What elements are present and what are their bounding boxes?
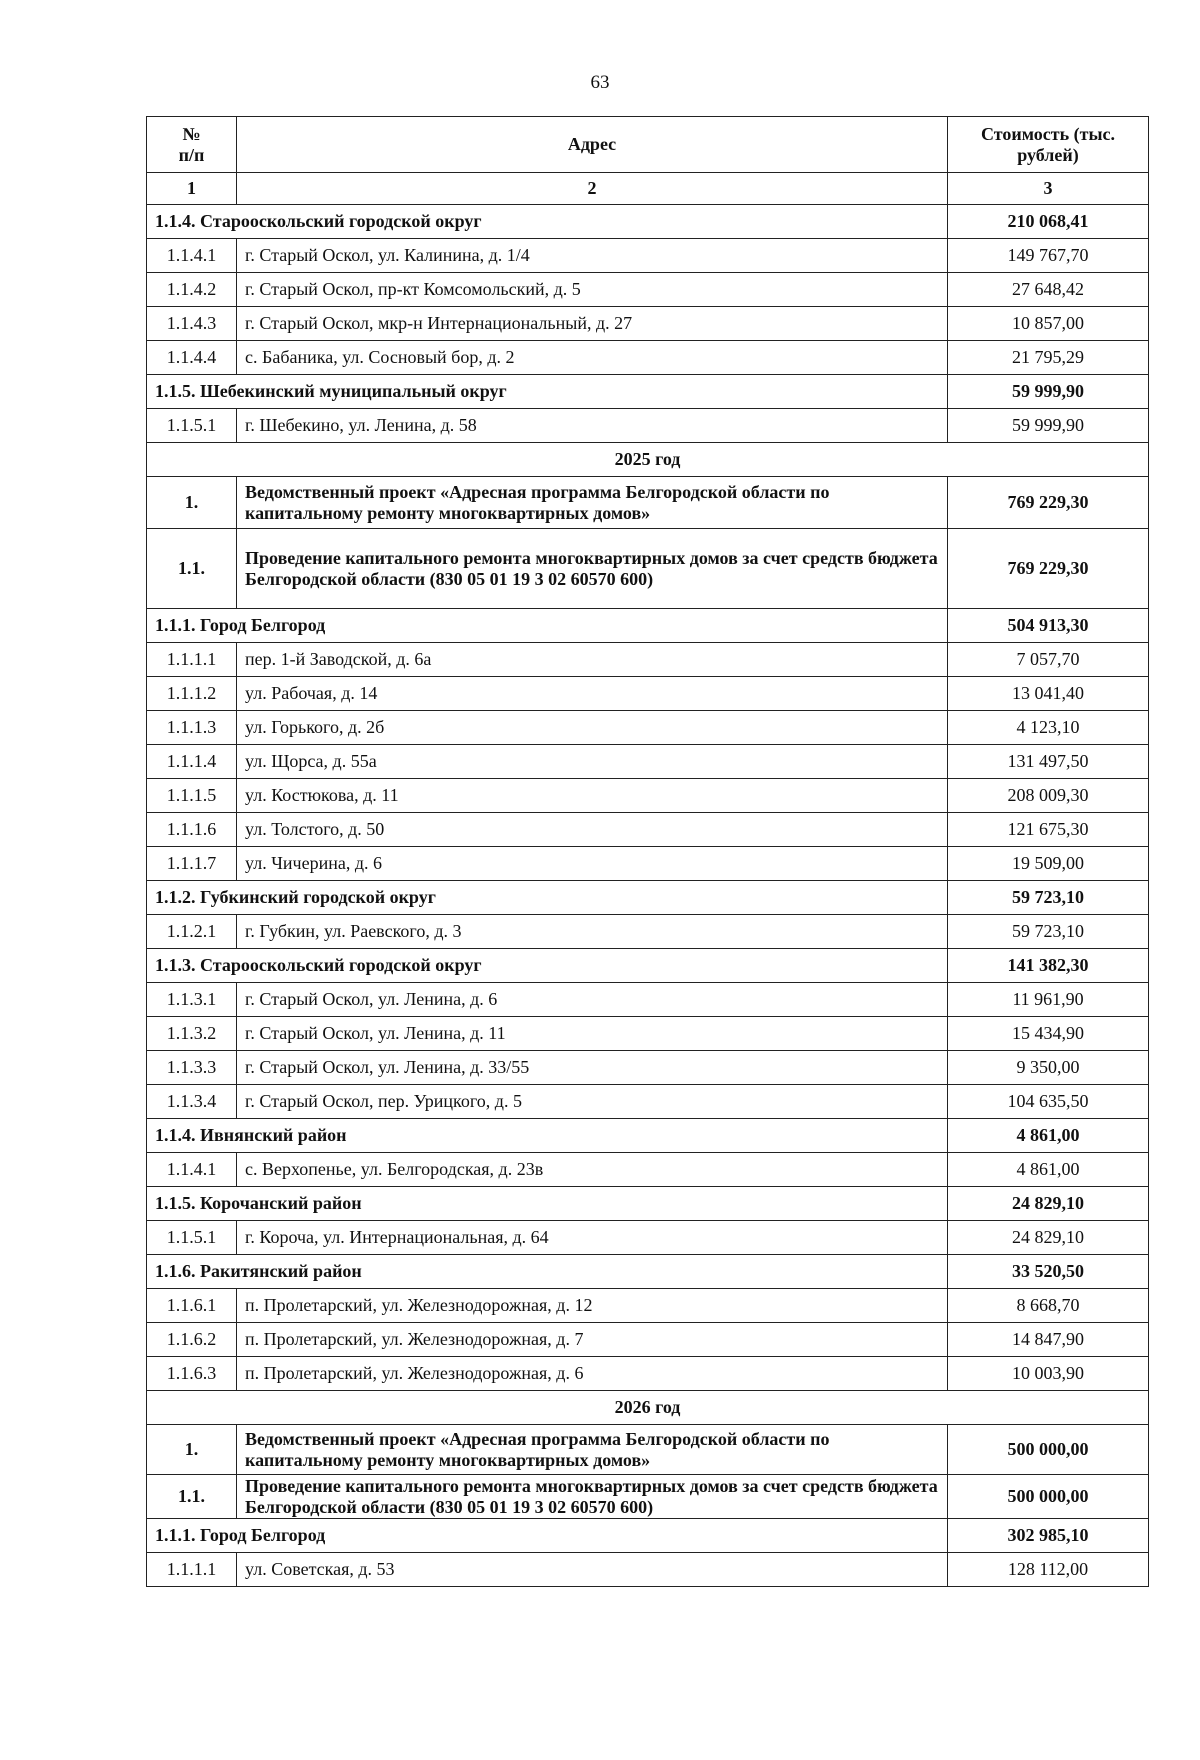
row-number: 1.1.6.1 xyxy=(147,1289,237,1323)
year-row xyxy=(147,1391,1149,1425)
year-row xyxy=(147,443,1149,477)
group-sum: 4 861,00 xyxy=(948,1119,1149,1153)
row-number: 1.1.1.1 xyxy=(147,1553,237,1587)
row-cost: 8 668,70 xyxy=(948,1289,1149,1323)
row-cost: 27 648,42 xyxy=(948,273,1149,307)
table-row xyxy=(147,745,1149,779)
year-label: 2026 год xyxy=(147,1391,1149,1425)
row-number: 1.1.4.2 xyxy=(147,273,237,307)
row-number: 1.1.1.3 xyxy=(147,711,237,745)
row-number: 1.1.6.2 xyxy=(147,1323,237,1357)
table-row xyxy=(147,643,1149,677)
year-label: 2025 год xyxy=(147,443,1149,477)
table-row xyxy=(147,1323,1149,1357)
project-description: Ведомственный проект «Адресная программа Белгородской области по капитальному ремонту многоквартирных домов» xyxy=(237,477,948,529)
table-row xyxy=(147,273,1149,307)
project-description: Проведение капитального ремонта многоквартирных домов за счет средств бюджета Белгородской области (830 05 01 19 3 02 60570 600) xyxy=(237,1475,948,1519)
group-row xyxy=(147,1119,1149,1153)
group-row xyxy=(147,609,1149,643)
group-sum: 504 913,30 xyxy=(948,609,1149,643)
table-row xyxy=(147,915,1149,949)
project-row xyxy=(147,1425,1149,1475)
row-address: ул. Толстого, д. 50 xyxy=(237,813,948,847)
group-label: 1.1.5. Корочанский район xyxy=(147,1187,948,1221)
row-address: г. Короча, ул. Интернациональная, д. 64 xyxy=(237,1221,948,1255)
row-number: 1.1.3.2 xyxy=(147,1017,237,1051)
project-number: 1. xyxy=(147,477,237,529)
table-row xyxy=(147,677,1149,711)
row-cost: 9 350,00 xyxy=(948,1051,1149,1085)
group-label: 1.1.2. Губкинский городской округ xyxy=(147,881,948,915)
table-header-row xyxy=(147,117,1149,173)
table-row xyxy=(147,1553,1149,1587)
group-sum: 59 999,90 xyxy=(948,375,1149,409)
group-sum: 210 068,41 xyxy=(948,205,1149,239)
row-address: г. Старый Оскол, ул. Ленина, д. 6 xyxy=(237,983,948,1017)
row-cost: 19 509,00 xyxy=(948,847,1149,881)
group-label: 1.1.4. Ивнянский район xyxy=(147,1119,948,1153)
row-address: ул. Рабочая, д. 14 xyxy=(237,677,948,711)
row-number: 1.1.2.1 xyxy=(147,915,237,949)
row-cost: 24 829,10 xyxy=(948,1221,1149,1255)
address-cost-table xyxy=(146,116,1149,1587)
table-row xyxy=(147,409,1149,443)
table-row xyxy=(147,341,1149,375)
header-address: Адрес xyxy=(237,117,948,173)
group-row xyxy=(147,1519,1149,1553)
row-number: 1.1.1.5 xyxy=(147,779,237,813)
group-label: 1.1.1. Город Белгород xyxy=(147,609,948,643)
table-index-row xyxy=(147,173,1149,205)
project-number: 1.1. xyxy=(147,529,237,609)
row-number: 1.1.1.7 xyxy=(147,847,237,881)
table-row xyxy=(147,813,1149,847)
row-number: 1.1.1.2 xyxy=(147,677,237,711)
group-label: 1.1.5. Шебекинский муниципальный округ xyxy=(147,375,948,409)
project-description: Проведение капитального ремонта многоквартирных домов за счет средств бюджета Белгородской области (830 05 01 19 3 02 60570 600) xyxy=(237,529,948,609)
row-address: п. Пролетарский, ул. Железнодорожная, д. 6 xyxy=(237,1357,948,1391)
table-row xyxy=(147,1051,1149,1085)
group-sum: 24 829,10 xyxy=(948,1187,1149,1221)
row-cost: 10 857,00 xyxy=(948,307,1149,341)
row-number: 1.1.1.4 xyxy=(147,745,237,779)
row-address: ул. Щорса, д. 55а xyxy=(237,745,948,779)
row-address: г. Старый Оскол, ул. Калинина, д. 1/4 xyxy=(237,239,948,273)
index-col-3: 3 xyxy=(948,173,1149,205)
page-number: 63 xyxy=(590,72,610,93)
row-cost: 59 999,90 xyxy=(948,409,1149,443)
row-address: г. Шебекино, ул. Ленина, д. 58 xyxy=(237,409,948,443)
row-address: ул. Чичерина, д. 6 xyxy=(237,847,948,881)
project-row xyxy=(147,477,1149,529)
row-number: 1.1.3.4 xyxy=(147,1085,237,1119)
row-cost: 149 767,70 xyxy=(948,239,1149,273)
group-label: 1.1.1. Город Белгород xyxy=(147,1519,948,1553)
table-row xyxy=(147,983,1149,1017)
row-cost: 4 861,00 xyxy=(948,1153,1149,1187)
header-number: № п/п xyxy=(147,117,237,173)
group-sum: 302 985,10 xyxy=(948,1519,1149,1553)
row-cost: 15 434,90 xyxy=(948,1017,1149,1051)
row-address: с. Верхопенье, ул. Белгородская, д. 23в xyxy=(237,1153,948,1187)
row-cost: 21 795,29 xyxy=(948,341,1149,375)
group-row xyxy=(147,1255,1149,1289)
table-row xyxy=(147,847,1149,881)
group-row xyxy=(147,949,1149,983)
group-label: 1.1.6. Ракитянский район xyxy=(147,1255,948,1289)
row-cost: 4 123,10 xyxy=(948,711,1149,745)
group-row xyxy=(147,375,1149,409)
row-cost: 10 003,90 xyxy=(948,1357,1149,1391)
group-sum: 141 382,30 xyxy=(948,949,1149,983)
group-row xyxy=(147,881,1149,915)
project-description: Ведомственный проект «Адресная программа Белгородской области по капитальному ремонту многоквартирных домов» xyxy=(237,1425,948,1475)
table-row xyxy=(147,1357,1149,1391)
row-number: 1.1.4.4 xyxy=(147,341,237,375)
header-cost: Стоимость (тыс. рублей) xyxy=(948,117,1149,173)
row-cost: 128 112,00 xyxy=(948,1553,1149,1587)
table-row xyxy=(147,1017,1149,1051)
row-address: г. Старый Оскол, мкр-н Интернациональный, д. 27 xyxy=(237,307,948,341)
row-cost: 208 009,30 xyxy=(948,779,1149,813)
row-address: ул. Горького, д. 2б xyxy=(237,711,948,745)
row-number: 1.1.3.3 xyxy=(147,1051,237,1085)
project-row xyxy=(147,529,1149,609)
row-address: пер. 1-й Заводской, д. 6а xyxy=(237,643,948,677)
row-number: 1.1.4.3 xyxy=(147,307,237,341)
row-address: г. Старый Оскол, ул. Ленина, д. 11 xyxy=(237,1017,948,1051)
row-address: п. Пролетарский, ул. Железнодорожная, д. 7 xyxy=(237,1323,948,1357)
project-cost: 769 229,30 xyxy=(948,529,1149,609)
row-number: 1.1.6.3 xyxy=(147,1357,237,1391)
group-label: 1.1.4. Старооскольский городской округ xyxy=(147,205,948,239)
table-row xyxy=(147,239,1149,273)
row-number: 1.1.3.1 xyxy=(147,983,237,1017)
table-row xyxy=(147,1153,1149,1187)
row-cost: 11 961,90 xyxy=(948,983,1149,1017)
project-cost: 500 000,00 xyxy=(948,1475,1149,1519)
table-row xyxy=(147,1221,1149,1255)
group-sum: 59 723,10 xyxy=(948,881,1149,915)
row-address: с. Бабаника, ул. Сосновый бор, д. 2 xyxy=(237,341,948,375)
row-address: п. Пролетарский, ул. Железнодорожная, д. 12 xyxy=(237,1289,948,1323)
group-sum: 33 520,50 xyxy=(948,1255,1149,1289)
row-address: г. Старый Оскол, пер. Урицкого, д. 5 xyxy=(237,1085,948,1119)
row-cost: 131 497,50 xyxy=(948,745,1149,779)
row-cost: 13 041,40 xyxy=(948,677,1149,711)
table-row xyxy=(147,307,1149,341)
row-address: г. Старый Оскол, ул. Ленина, д. 33/55 xyxy=(237,1051,948,1085)
row-number: 1.1.4.1 xyxy=(147,1153,237,1187)
index-col-1: 1 xyxy=(147,173,237,205)
row-number: 1.1.1.6 xyxy=(147,813,237,847)
group-row xyxy=(147,1187,1149,1221)
row-cost: 59 723,10 xyxy=(948,915,1149,949)
index-col-2: 2 xyxy=(237,173,948,205)
row-address: г. Старый Оскол, пр-кт Комсомольский, д. 5 xyxy=(237,273,948,307)
row-number: 1.1.5.1 xyxy=(147,409,237,443)
row-cost: 121 675,30 xyxy=(948,813,1149,847)
table-row xyxy=(147,779,1149,813)
project-row xyxy=(147,1475,1149,1519)
row-address: г. Губкин, ул. Раевского, д. 3 xyxy=(237,915,948,949)
project-cost: 500 000,00 xyxy=(948,1425,1149,1475)
row-number: 1.1.4.1 xyxy=(147,239,237,273)
project-number: 1.1. xyxy=(147,1475,237,1519)
table-row xyxy=(147,1289,1149,1323)
project-number: 1. xyxy=(147,1425,237,1475)
row-cost: 104 635,50 xyxy=(948,1085,1149,1119)
table-row xyxy=(147,711,1149,745)
row-cost: 7 057,70 xyxy=(948,643,1149,677)
row-cost: 14 847,90 xyxy=(948,1323,1149,1357)
group-row xyxy=(147,205,1149,239)
row-address: ул. Советская, д. 53 xyxy=(237,1553,948,1587)
project-cost: 769 229,30 xyxy=(948,477,1149,529)
row-number: 1.1.5.1 xyxy=(147,1221,237,1255)
table-body xyxy=(147,205,1149,1587)
group-label: 1.1.3. Старооскольский городской округ xyxy=(147,949,948,983)
table-row xyxy=(147,1085,1149,1119)
row-number: 1.1.1.1 xyxy=(147,643,237,677)
row-address: ул. Костюкова, д. 11 xyxy=(237,779,948,813)
